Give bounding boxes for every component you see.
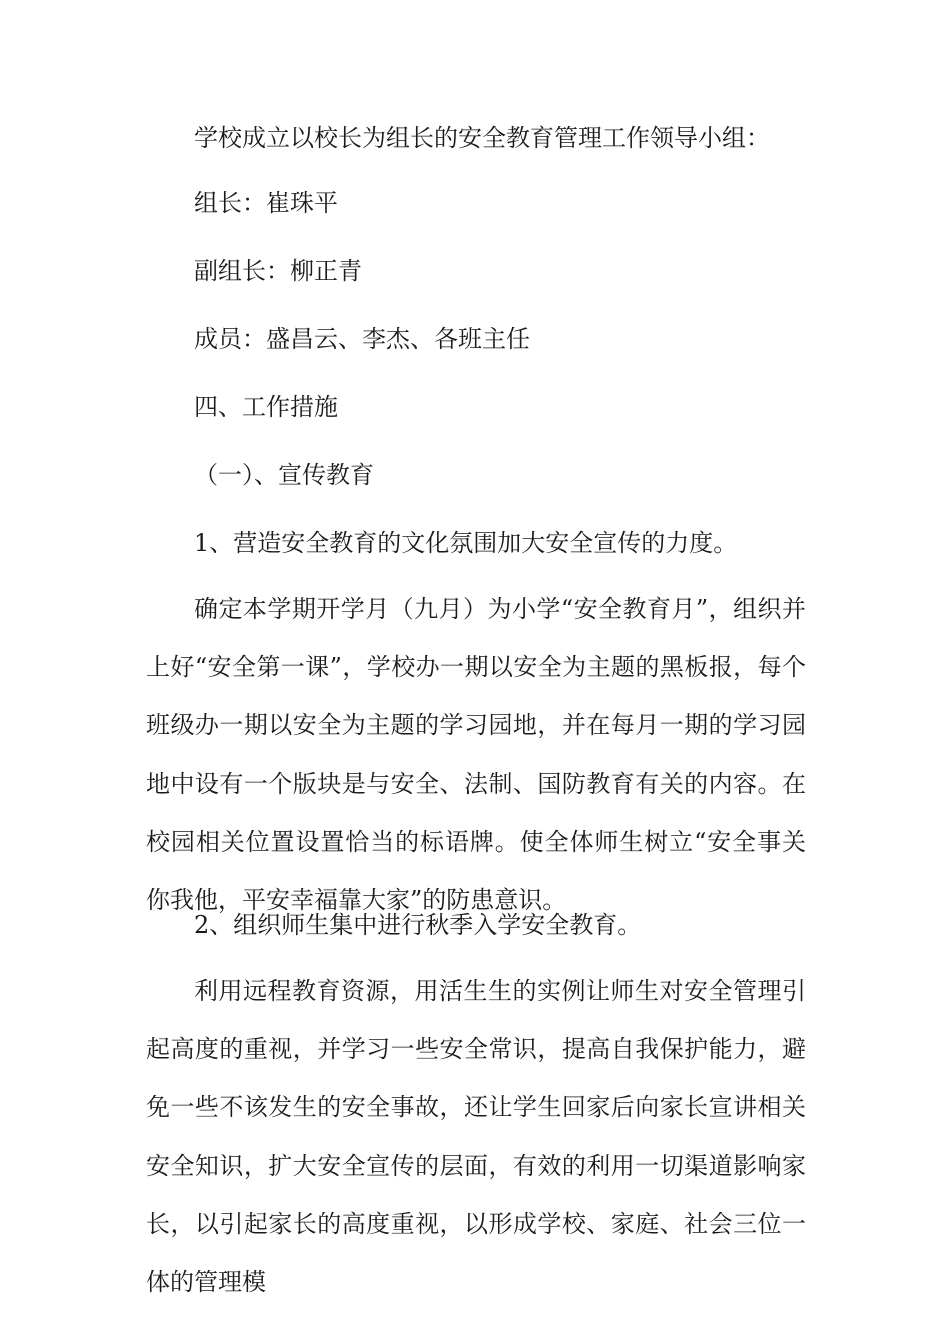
body-paragraph-1: 确定本学期开学月（九月）为小学“安全教育月”，组织并上好“安全第一课”，学校办一期以安全为主题的黑板报，每个班级办一期以安全为主题的学习园地，并在每月一期的学习园地中设有一个版块是与安全、法制、国防教育有关的内容。在校园相关位置设置恰当的标语牌。使全体师生树立“安全事关你我他，平安幸福靠大家”的防患意识。: [146, 595, 806, 915]
group-leader-line: 组长：崔珠平: [194, 189, 338, 217]
members-line: 成员：盛昌云、李杰、各班主任: [194, 325, 530, 353]
section-heading-measures: 四、工作措施: [194, 393, 338, 421]
item-heading-1: 1、营造安全教育的文化氛围加大安全宣传的力度。: [194, 529, 738, 557]
deputy-leader-line: 副组长：柳正青: [194, 257, 362, 285]
leadership-group-intro: 学校成立以校长为组长的安全教育管理工作领导小组：: [194, 124, 770, 152]
subsection-heading-publicity: （一）、宣传教育: [194, 461, 374, 489]
body-paragraph-2: 利用远程教育资源，用活生生的实例让师生对安全管理引起高度的重视，并学习一些安全常识，提高自我保护能力，避免一些不该发生的安全事故，还让学生回家后向家长宣讲相关安全知识，扩大安全宣传的层面，有效的利用一切渠道影响家长，以引起家长的高度重视，以形成学校、家庭、社会三位一体的管理模: [146, 977, 806, 1297]
item-heading-2: 2、组织师生集中进行秋季入学安全教育。: [194, 911, 642, 939]
